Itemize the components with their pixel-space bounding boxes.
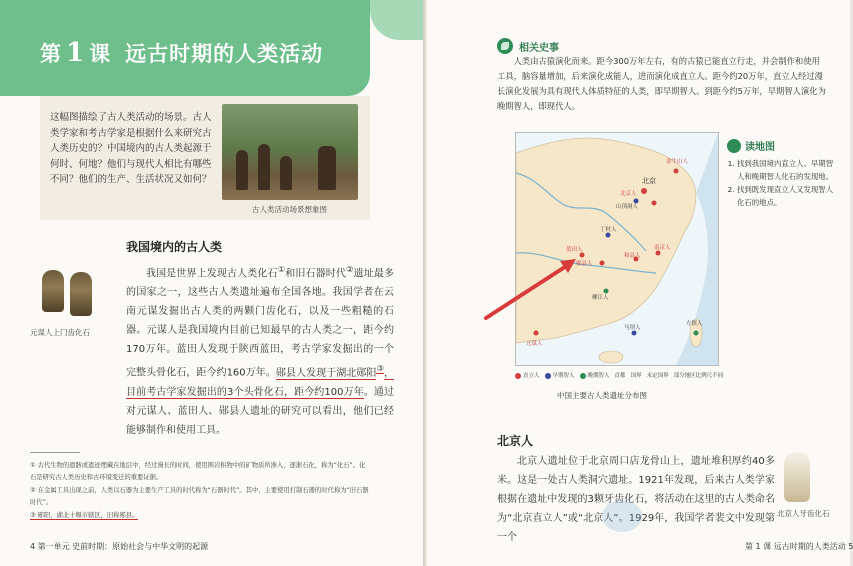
map-label: 山顶洞人	[616, 204, 639, 210]
map-label: 左镇人	[686, 321, 703, 327]
map-caption: 中国主要古人类遗址分布图	[557, 391, 647, 400]
footnote-ref[interactable]: ②	[346, 264, 354, 274]
ancient-sites-map	[515, 132, 719, 366]
footnote: ① 古代生物的遗骸或遗迹埋藏在地层中，经过漫长的时间，使用围岩积物中的矿物质所渗入，逐渐石化，称为“化石”。化石是研究古人类历史和古环境变迁的重要证据。	[30, 462, 366, 481]
watermark-logo	[602, 500, 642, 532]
related-history-text	[497, 54, 827, 114]
lesson-title-text: 远古时期的人类活动	[125, 41, 324, 66]
footnote	[30, 510, 370, 522]
legend-swatch	[580, 373, 586, 379]
read-map-icon	[727, 139, 741, 153]
map-label: 元谋人	[526, 341, 543, 347]
footnote-ref[interactable]: ①	[277, 264, 286, 274]
text-run: 。通过对元谋人、蓝田人、郧县人遗址的研究可以看出，他们已经能够制作和使用工具。	[126, 386, 395, 436]
footnote-rule	[30, 452, 80, 453]
legend-label: 部分地区比例尺不同	[673, 373, 724, 379]
map-label: 北京人	[620, 191, 637, 197]
map-label: 南京人	[654, 245, 671, 251]
footnote-text: ③ 郧阳，湖北十堰市辖区，旧称郧县。	[30, 512, 139, 519]
map-svg	[516, 133, 718, 365]
map-legend	[515, 368, 724, 382]
figure-silhouette	[318, 146, 336, 190]
map-label: 马坝人	[624, 325, 641, 331]
tooth-fossil-image	[70, 272, 92, 316]
figure-silhouette	[258, 144, 270, 190]
footnote-ref[interactable]: ③	[376, 363, 385, 374]
text-run: 我国是世界上发现古人类化石	[146, 268, 278, 280]
beijing-tooth-caption: 北京人牙齿化石	[777, 509, 830, 518]
legend-item	[647, 371, 669, 379]
section-paragraph	[126, 260, 394, 440]
section-heading: 我国境内的古人类	[126, 240, 223, 254]
map-label: 金牛山人	[666, 159, 689, 165]
tooth-caption: 元谋人上门齿化石	[30, 328, 90, 337]
legend-item	[515, 371, 540, 379]
right-page	[427, 0, 853, 566]
underlined-text: ，目前考古学家发掘出的3个头骨化石，距今约100万年	[126, 367, 395, 398]
beijing-man-heading: 北京人	[497, 434, 534, 448]
legend-label: 未定国界	[646, 373, 669, 379]
intro-text: 这幅图描绘了古人类活动的场景。古人类学家和考古学家是根据什么来研究古人类历史的？中国境内的古人类起源于何时、何地？他们与现代人相比有哪些不同？他们的生产、生活状况又如何？	[50, 112, 212, 185]
lesson-prefix: 第	[40, 41, 62, 66]
legend-label: 首都	[614, 373, 626, 379]
legend-label: 晚期智人	[587, 373, 610, 379]
figure-silhouette	[236, 150, 248, 190]
lesson-number: 1	[66, 38, 86, 68]
text-run: 和旧石器时代	[285, 268, 347, 280]
ancient-human-scene-image	[222, 104, 358, 200]
intro-image-caption: 古人类活动场景想象图	[252, 205, 327, 214]
text-run: 遗址最多的国家之一，这些古人类遗址遍布全国各地。我国学者在云南元谋发掘出古人类的两颗门齿化石，以及一些粗糙的石器。元谋人是我国境内目前已知最早的古人类之一，距今约170万年。蓝田人发现于陕西蓝田，考古学家发掘出的一个完整头骨化石，距今约160万年。	[126, 268, 395, 379]
read-map-list	[727, 157, 837, 209]
beijing-tooth-image	[784, 452, 810, 502]
map-label: 和县人	[624, 253, 641, 259]
legend-item	[545, 371, 575, 379]
related-history-heading	[497, 38, 559, 54]
map-label: 北京	[642, 177, 656, 185]
section-body	[126, 260, 394, 440]
map-label: 丁村人	[600, 227, 617, 233]
beijing-paragraph: 北京人遗址位于北京周口店龙骨山上，遗址堆积厚约40多米。这是一处古人类洞穴遗址。1921年发现，后来古人类学家根据在遗址中发现的3颗牙齿化石，将活动在这里的古人类命名为“北京直立人”或“北京人”。1929年，我国学者裴文中发现第一个	[497, 456, 775, 543]
related-paragraph: 人类由古猿演化而来。距今300万年左右，有的古猿已能直立行走，并会制作和使用工具，脑容量增加，后来演化成能人，进而演化成直立人。距今约20万年，直立人经过漫长演化发展为具有现代人体质特征的人类，即早期智人。到距今约5万年，早期智人演化为晚期智人，即现代人。	[497, 56, 826, 111]
legend-item	[615, 371, 626, 379]
map-label: 柳江人	[592, 295, 609, 301]
map-label: 郧县人	[576, 261, 593, 267]
legend-item	[631, 371, 642, 379]
read-map-heading-text: 读地图	[745, 142, 775, 153]
footnote: ② 在金属工具出现之前，人类以石器为主要生产工具的时代称为“石器时代”。其中，主要使用打制石器的时代称为“旧石器时代”。	[30, 487, 369, 506]
footnotes	[30, 460, 370, 524]
read-map-heading	[727, 138, 837, 153]
legend-item	[674, 371, 724, 379]
left-page	[0, 0, 423, 566]
legend-item	[580, 371, 610, 379]
lesson-title	[40, 38, 323, 68]
figure-silhouette	[280, 156, 292, 190]
leaf-icon	[497, 38, 513, 54]
map-label: 蓝田人	[566, 247, 583, 253]
tooth-fossil-image	[42, 270, 64, 312]
beijing-man-text	[497, 452, 775, 547]
legend-label: 早期智人	[552, 373, 575, 379]
lesson-suffix: 课	[89, 41, 112, 66]
legend-swatch	[545, 373, 551, 379]
legend-label: 直立人	[523, 373, 540, 379]
legend-label: 国界	[630, 373, 642, 379]
read-map-item: 2. 找到既发现直立人又发现智人化石的地点。	[737, 183, 837, 209]
page-folio: 第 1 课 远古时期的人类活动 5	[745, 542, 853, 551]
related-heading-text: 相关史事	[519, 42, 559, 54]
underlined-text: 郧县人发现于湖北郧阳	[275, 367, 377, 379]
legend-swatch	[515, 373, 521, 379]
page-folio: 4 第一单元 史前时期：原始社会与中华文明的起源	[30, 542, 209, 551]
read-map-box	[727, 138, 837, 209]
header-decoration	[370, 0, 423, 40]
read-map-item: 1. 找到我国境内直立人、早期智人和晚期智人化石的发现地。	[737, 157, 837, 183]
